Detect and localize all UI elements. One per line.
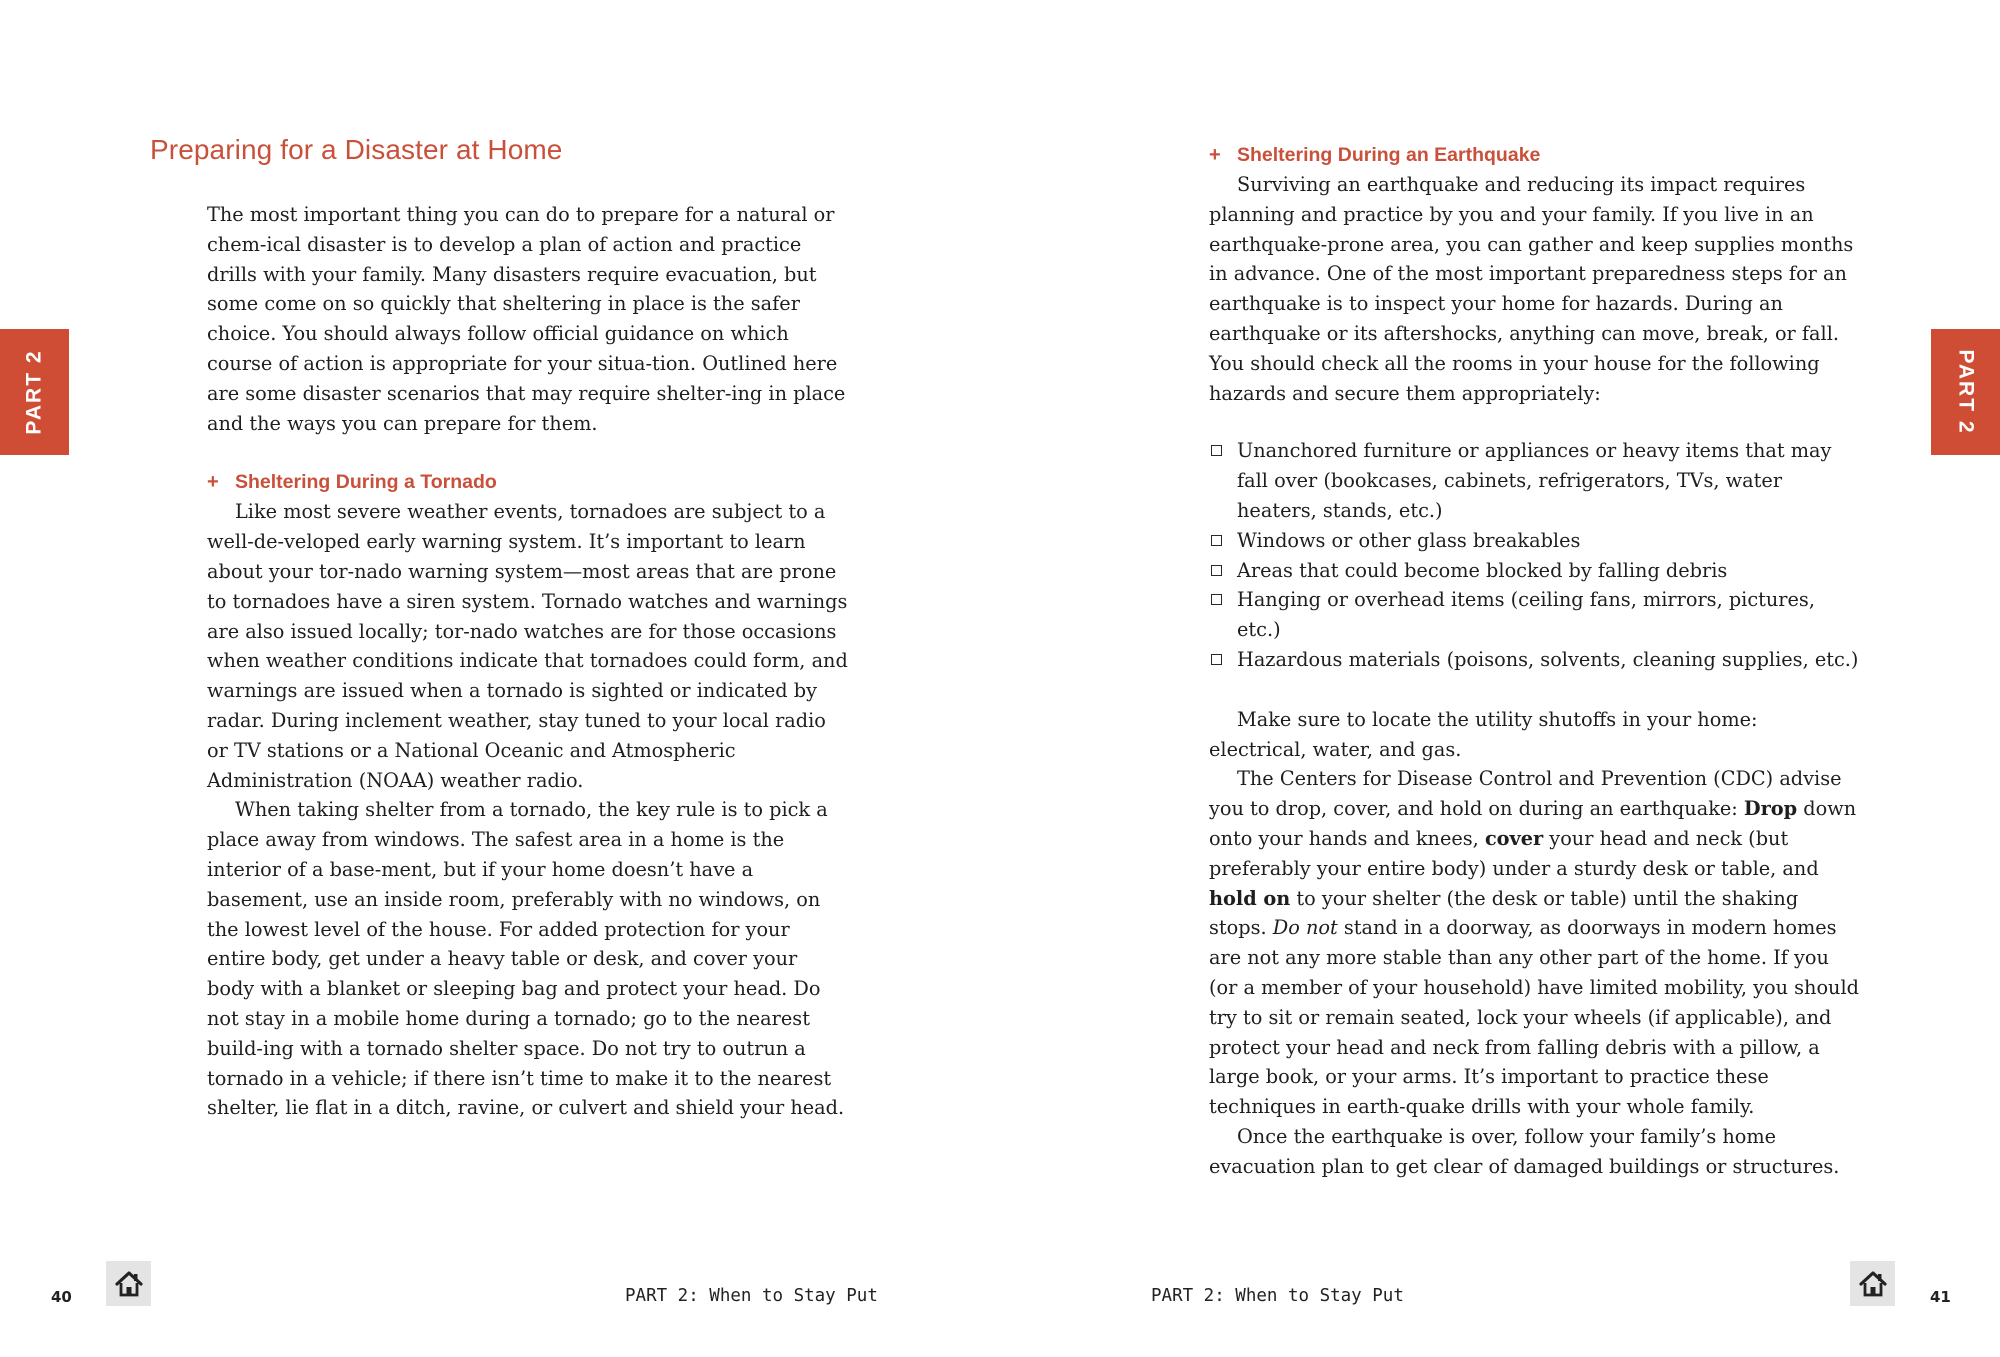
tornado-paragraph-2: When taking shelter from a tornado, the key rule is to pick a place away from windows. The safest area in a home is the interior of a base-ment, but if your home doesn’t have a basement, use an inside room, preferably with no windows, on the lowest level of the house. For added protection for your entire body, get under a heavy table or desk, and cover your body with a blanket or sleeping bag and protect your head. Do not stay in a mobile home during a tornado; go to the nearest build-ing with a tornado shelter space. Do not try to outrun a tornado in a vehicle; if there isn’t time to make it to the nearest shelter, lie flat in a ditch, ravine, or culvert and shield your head. [207,798,845,1120]
part-tab-right [1931,329,2000,455]
tornado-paragraph-1: Like most severe weather events, tornadoes are subject to a well-de-veloped early warning system. It’s important to learn about your tor-nado warning system—most areas that are prone to tornadoes have a siren system. Tornado watches and warnings are also issued locally; tor-nado watches are for those occasions when weather conditions indicate that tornadoes could form, and warnings are issued when a tornado is sighted or indicated by radar. During inclement weather, stay tuned to your local radio or TV stations or a National Oceanic and Atmospheric Administration (NOAA) weather radio. [207,500,848,792]
hazard-checklist [1209,436,1859,674]
section-heading-text: Sheltering During an Earthquake [1237,144,1541,166]
list-item [1209,436,1859,525]
cdc-paragraph [1209,764,1859,1122]
list-item-text: Windows or other glass breakables [1237,528,1581,552]
list-item-text: Hazardous materials (poisons, solvents, cleaning supplies, etc.) [1237,647,1859,671]
home-icon-glyph [114,1270,144,1298]
cdc-text-2: down onto your hands and knees, [1209,797,1857,850]
cdc-text-3: your head and neck (but preferably your entire body) under a sturdy desk or table, and [1209,826,1819,880]
part-tab-label: PART 2 [22,349,46,435]
section-heading-tornado [207,467,848,497]
hold-on-emphasis: hold on [1209,886,1291,910]
earthquake-intro: Surviving an earthquake and reducing its impact requires planning and practice by you and your family. If you live in an earthquake-prone area, you can gather and keep supplies months in advance. One of the most important preparedness steps for an earthquake is to inspect your home for hazards. During an earthquake or its aftershocks, anything can move, break, or fall. You should check all the rooms in your house for the following hazards and secure them appropriately: [1209,173,1854,405]
list-item-text: Unanchored furniture or appliances or heavy items that may fall over (bookcases, cabinets, refrigerators, TVs, water heaters, stands, etc.) [1237,439,1832,522]
part-tab-label: PART 2 [1954,349,1978,435]
home-icon [106,1261,151,1306]
cdc-text-5: stand in a doorway, as doorways in modern homes are not any more stable than any other part of the home. If you (or a member of your household) have limited mobility, you should try to sit or remain seated, lock your wheels (if applicable), and protect your head and neck from falling debris with a pillow, a large book, or your arms. It’s important to practice these techniques in earth-quake drills with your whole family. [1209,916,1859,1119]
checkbox-icon [1211,565,1222,576]
checkbox-icon [1211,445,1222,456]
running-head-right: PART 2: When to Stay Put [1151,1286,1404,1306]
plus-icon: + [207,471,219,494]
page-number-left: 40 [51,1288,72,1306]
list-item-text: Areas that could become blocked by falling debris [1237,558,1728,582]
checkbox-icon [1211,535,1222,546]
right-text-column [1209,140,1859,1182]
plus-icon: + [1209,144,1221,166]
left-text-column [207,200,848,1123]
page-number-right: 41 [1930,1288,1951,1306]
list-item [1209,645,1859,675]
list-item [1209,556,1859,586]
checkbox-icon [1211,654,1222,665]
section-heading-earthquake [1209,140,1859,170]
home-icon [1850,1261,1895,1306]
checkbox-icon [1211,594,1222,605]
running-head-left: PART 2: When to Stay Put [625,1286,878,1306]
cdc-text-4: to your shelter (the desk or table) until the shaking stops. [1209,886,1799,940]
drop-emphasis: Drop [1743,797,1798,821]
utility-paragraph: Make sure to locate the utility shutoffs in your home: electrical, water, and gas. [1209,707,1758,761]
closing-paragraph: Once the earthquake is over, follow your family’s home evacuation plan to get clear of damaged buildings or structures. [1209,1124,1840,1178]
list-item [1209,526,1859,556]
intro-paragraph: The most important thing you can do to prepare for a natural or chem-ical disaster is to develop a plan of action and practice drills with your family. Many disasters require evacuation, but some come on so quickly that sheltering in place is the safer choice. You should always follow official guidance on which course of action is appropriate for your situa-tion. Outlined here are some disaster scenarios that may require shelter-ing in place and the ways you can prepare for them. [207,203,846,435]
part-tab-left [0,329,69,455]
do-not-emphasis: Do not [1272,916,1338,940]
section-heading-text: Sheltering During a Tornado [235,471,497,494]
cdc-text-1: The Centers for Disease Control and Prevention (CDC) advise you to drop, cover, and hold on during an earthquake: [1209,767,1842,821]
chapter-title: Preparing for a Disaster at Home [150,134,563,165]
right-page [1000,0,2000,1357]
home-icon-glyph [1858,1270,1888,1298]
cover-emphasis: cover [1484,826,1544,850]
list-item-text: Hanging or overhead items (ceiling fans, mirrors, pictures, etc.) [1237,588,1815,642]
list-item [1209,585,1859,645]
